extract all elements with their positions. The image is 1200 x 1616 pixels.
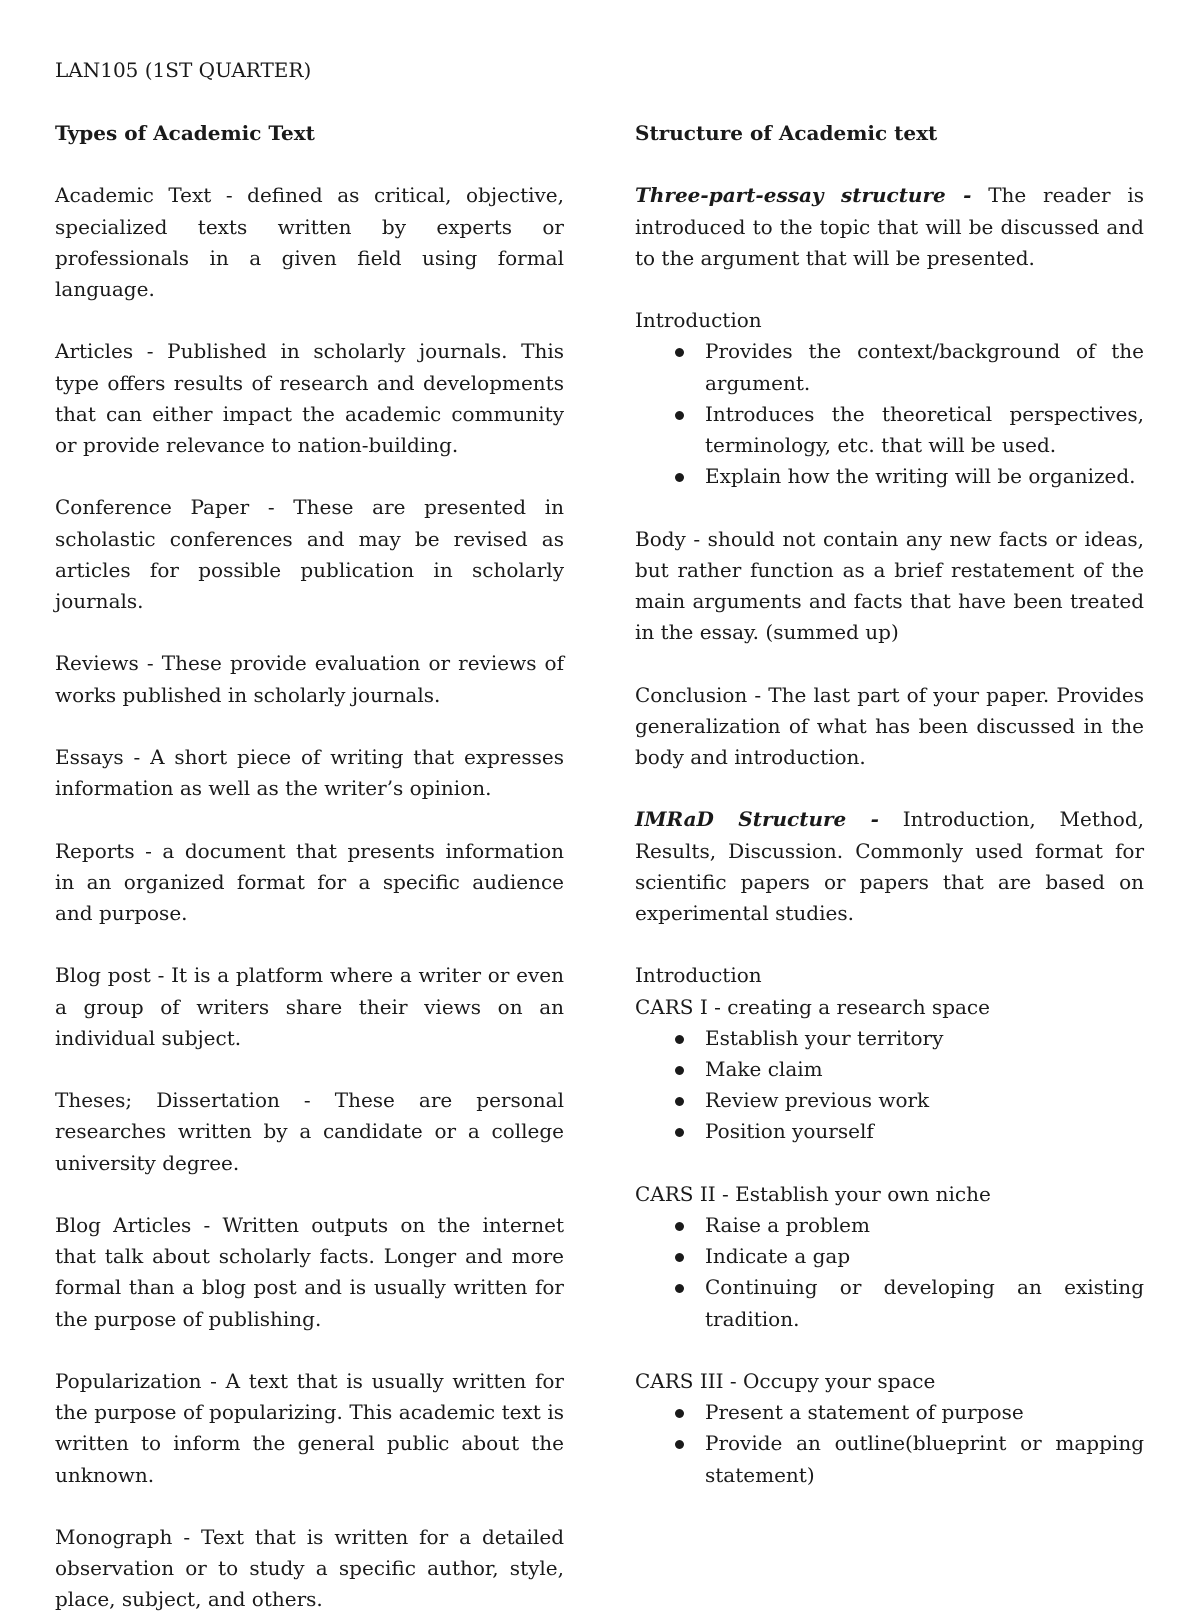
entry-theses-dissertation: Theses; Dissertation - These are personal researches written by a candidate or a college university degree.	[55, 1088, 564, 1175]
cars3-label: CARS III - Occupy your space	[635, 1369, 936, 1393]
bullet-icon	[675, 1066, 684, 1075]
bullet-icon	[675, 1409, 684, 1418]
entry-articles: Articles - Published in scholarly journals. This type offers results of research and developments that can either impact the academic community or provide relevance to nation-building.	[55, 339, 564, 457]
entry-monograph: Monograph - Text that is written for a detailed observation or to study a specific author, style, place, subject, and others.	[55, 1524, 564, 1612]
list-item-text: Present a statement of purpose	[705, 1400, 1024, 1425]
list-item-text: Raise a problem	[705, 1213, 870, 1237]
three-part-structure-term: Three-part-essay structure -	[635, 183, 972, 208]
list-item-text: Explain how the writing will be organized.	[705, 464, 1136, 489]
list-item	[635, 1054, 1144, 1085]
list-item	[635, 1428, 1144, 1490]
entry-blog-post: Blog post - It is a platform where a writer or even a group of writers share their views on an individual subject.	[55, 963, 564, 1050]
list-item	[635, 1023, 1144, 1054]
list-item	[635, 399, 1144, 461]
cars3-bullet-list	[635, 1397, 1144, 1491]
list-item-text: Review previous work	[705, 1088, 930, 1113]
list-item-text: Make claim	[705, 1057, 823, 1081]
list-item-text: Provides the context/background of the argument.	[705, 339, 1144, 395]
entry-academic-text: Academic Text - defined as critical, objective, specialized texts written by experts or professionals in a given field using formal language.	[55, 183, 564, 301]
right-column	[635, 118, 1144, 1491]
conclusion-paragraph: Conclusion - The last part of your paper. Provides generalization of what has been discussed in the body and introduction.	[635, 682, 1144, 769]
list-item-text: Continuing or developing an existing tradition.	[705, 1275, 1144, 1331]
entry-conference-paper: Conference Paper - These are presented in scholastic conferences and may be revised as articles for possible publication in scholarly journals.	[55, 495, 564, 613]
bullet-icon	[675, 1128, 684, 1137]
introduction-label: Introduction	[635, 308, 762, 333]
list-item	[635, 1210, 1144, 1241]
bullet-icon	[675, 1222, 684, 1231]
imrad-structure-term: IMRaD Structure -	[635, 807, 879, 832]
entry-popularization: Popularization - A text that is usually written for the purpose of popularizing. This academic text is written to inform the general public about the unknown.	[55, 1368, 564, 1487]
list-item	[635, 336, 1144, 398]
entry-reviews: Reviews - These provide evaluation or reviews of works published in scholarly journals.	[55, 651, 564, 707]
imrad-structure-text: Introduction, Method, Results, Discussion. Commonly used format for scientific papers or papers that are based on experimental studies.	[635, 807, 1144, 925]
list-item	[635, 461, 1144, 492]
list-item-text: Provide an outline(blueprint or mapping statement)	[705, 1431, 1144, 1487]
left-column	[55, 118, 564, 1616]
list-item-text: Indicate a gap	[705, 1244, 851, 1269]
cars1-label: CARS I - creating a research space	[635, 994, 990, 1019]
list-item-text: Introduces the theoretical perspectives, terminology, etc. that will be used.	[705, 401, 1144, 457]
bullet-icon	[675, 411, 684, 420]
entry-blog-articles: Blog Articles - Written outputs on the internet that talk about scholarly facts. Longer and more formal than a blog post and is usually written for the purpose of publishing.	[55, 1212, 564, 1331]
right-heading: Structure of Academic text	[635, 121, 938, 145]
cars1-bullet-list	[635, 1023, 1144, 1148]
list-item	[635, 1272, 1144, 1334]
list-item	[635, 1397, 1144, 1428]
imrad-introduction-label: Introduction	[635, 963, 762, 988]
cars2-bullet-list	[635, 1210, 1144, 1335]
list-item-text: Establish your territory	[705, 1025, 944, 1050]
list-item	[635, 1241, 1144, 1272]
bullet-icon	[675, 1284, 684, 1293]
imrad-structure-paragraph	[635, 804, 1144, 929]
bullet-icon	[675, 348, 684, 357]
document-title: LAN105 (1ST QUARTER)	[55, 58, 312, 82]
list-item-text: Position yourself	[705, 1119, 874, 1144]
body-paragraph: Body - should not contain any new facts or ideas, but rather function as a brief restatement of the main arguments and facts that have been treated in the essay. (summed up)	[635, 526, 1144, 645]
left-heading: Types of Academic Text	[55, 121, 315, 145]
list-item	[635, 1116, 1144, 1147]
cars2-label: CARS II - Establish your own niche	[635, 1181, 991, 1206]
three-part-structure-paragraph	[635, 180, 1144, 274]
bullet-icon	[675, 1253, 684, 1262]
entry-reports: Reports - a document that presents information in an organized format for a specific audience and purpose.	[55, 838, 564, 925]
list-item	[635, 1085, 1144, 1116]
bullet-icon	[675, 1440, 684, 1449]
bullet-icon	[675, 1097, 684, 1106]
entry-essays: Essays - A short piece of writing that expresses information as well as the writer’s opinion.	[55, 744, 564, 801]
introduction-bullet-list	[635, 336, 1144, 492]
bullet-icon	[675, 1035, 684, 1044]
bullet-icon	[675, 473, 684, 482]
three-part-structure-text: The reader is introduced to the topic that will be discussed and to the argument that will be presented.	[635, 183, 1144, 270]
